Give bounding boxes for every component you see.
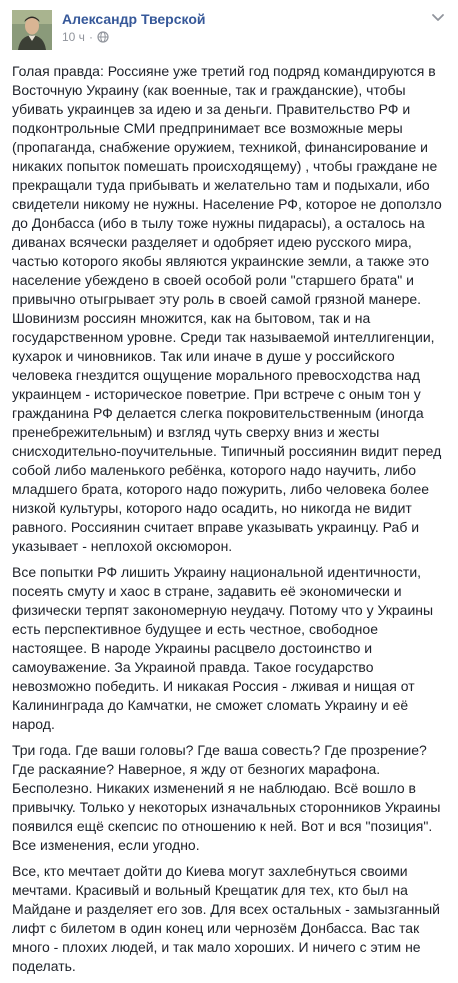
post-paragraph: Голая правда: Россияне уже третий год подряд командируются в Восточную Украину (как военные, так и гражданские), чтобы убивать украинцев за идею и за деньги. Правительство РФ и подконтрольные СМИ предпринимает все возможные меры (пропаганда, снабжение оружием, техникой, финансирование и никаких попыток помешать происходящему) , чтобы граждане не прекращали туда прибывать и желательно там и подыхали, ибо свидетели никому не нужны. Население РФ, которое не доползло до Донбасса (ибо в тылу тоже нужны пидарасы), а осталось на диванах всячески разделяет и одобряет идею русского мира, частью которого якобы являются украинские земли, а также это население убеждено в своей особой роли "старшего брата" и привычно отыгрывает эту роль в своей самой грязной манере. Шовинизм россиян множится, как на бытовом, так и на государственном уровне. Среди так называемой интеллигенции, кухарок и чиновников. Так или иначе в душе у российского человека гнездится ощущение морального превосходства над украинцем - историческое поветрие. При встрече с оным тон у гражданина РФ делается слегка покровительственным (иногда пренебрежительным) и взгляд чуть сверху вниз и жесты снисходительно-поучительные. Типичный россиянин видит перед собой либо маленького ребёнка, которого надо научить, либо младшего брата, которого надо пожурить, либо человека более низкой культуры, которого надо осадить, но никогда не видит равного. Россиянин считает вправе указывать украинцу. Раб и указывает - неплохой оксюморон. (12, 63, 442, 554)
globe-icon[interactable] (97, 31, 109, 43)
post-paragraph: Три года. Где ваши головы? Где ваша совесть? Где прозрение? Где раскаяние? Наверное, я жду от безногих марафона. Бесполезно. Никаких изменений я не наблюдаю. Всё вошло в привычку. Только у некоторых изначальных сторонников Украины появился ещё скепсис по отношению к ней. Вот и вся "позиция". Все изменения, если угодно. (12, 742, 441, 853)
author-name[interactable]: Александр Тверской (62, 11, 206, 27)
post-meta (62, 30, 109, 44)
post-text (12, 62, 448, 983)
meta-separator: · (88, 30, 93, 44)
post-paragraph: Все, кто мечтает дойти до Киева могут захлебнуться своими мечтами. Красивый и вольный Крещатик для тех, кто был на Майдане и разделяет его зов. Для всех остальных - замызганный лифт с билетом в один конец или чернозём Донбасса. Вас так много - плохих людей, и так мало хороших. И ничего с этим не поделать. (12, 863, 440, 974)
post-header (12, 10, 446, 50)
avatar[interactable] (12, 10, 52, 50)
timestamp[interactable]: 10 ч (62, 30, 85, 44)
post-paragraph: Все попытки РФ лишить Украину национальной идентичности, посеять смуту и хаос в стране, задавить её экономически и физически терпят закономерную неудачу. Потому что у Украины есть перспективное будущее и есть честное, свободное настоящее. В народе Украины расцвело достоинство и самоуважение. За Украиной правда. Такое государство невозможно победить. И никакая Россия - лживая и нищая от Калининграда до Камчатки, не сможет сломать Украину и её народ. (12, 564, 434, 732)
chevron-down-icon[interactable] (430, 12, 446, 24)
avatar-image (12, 10, 52, 50)
